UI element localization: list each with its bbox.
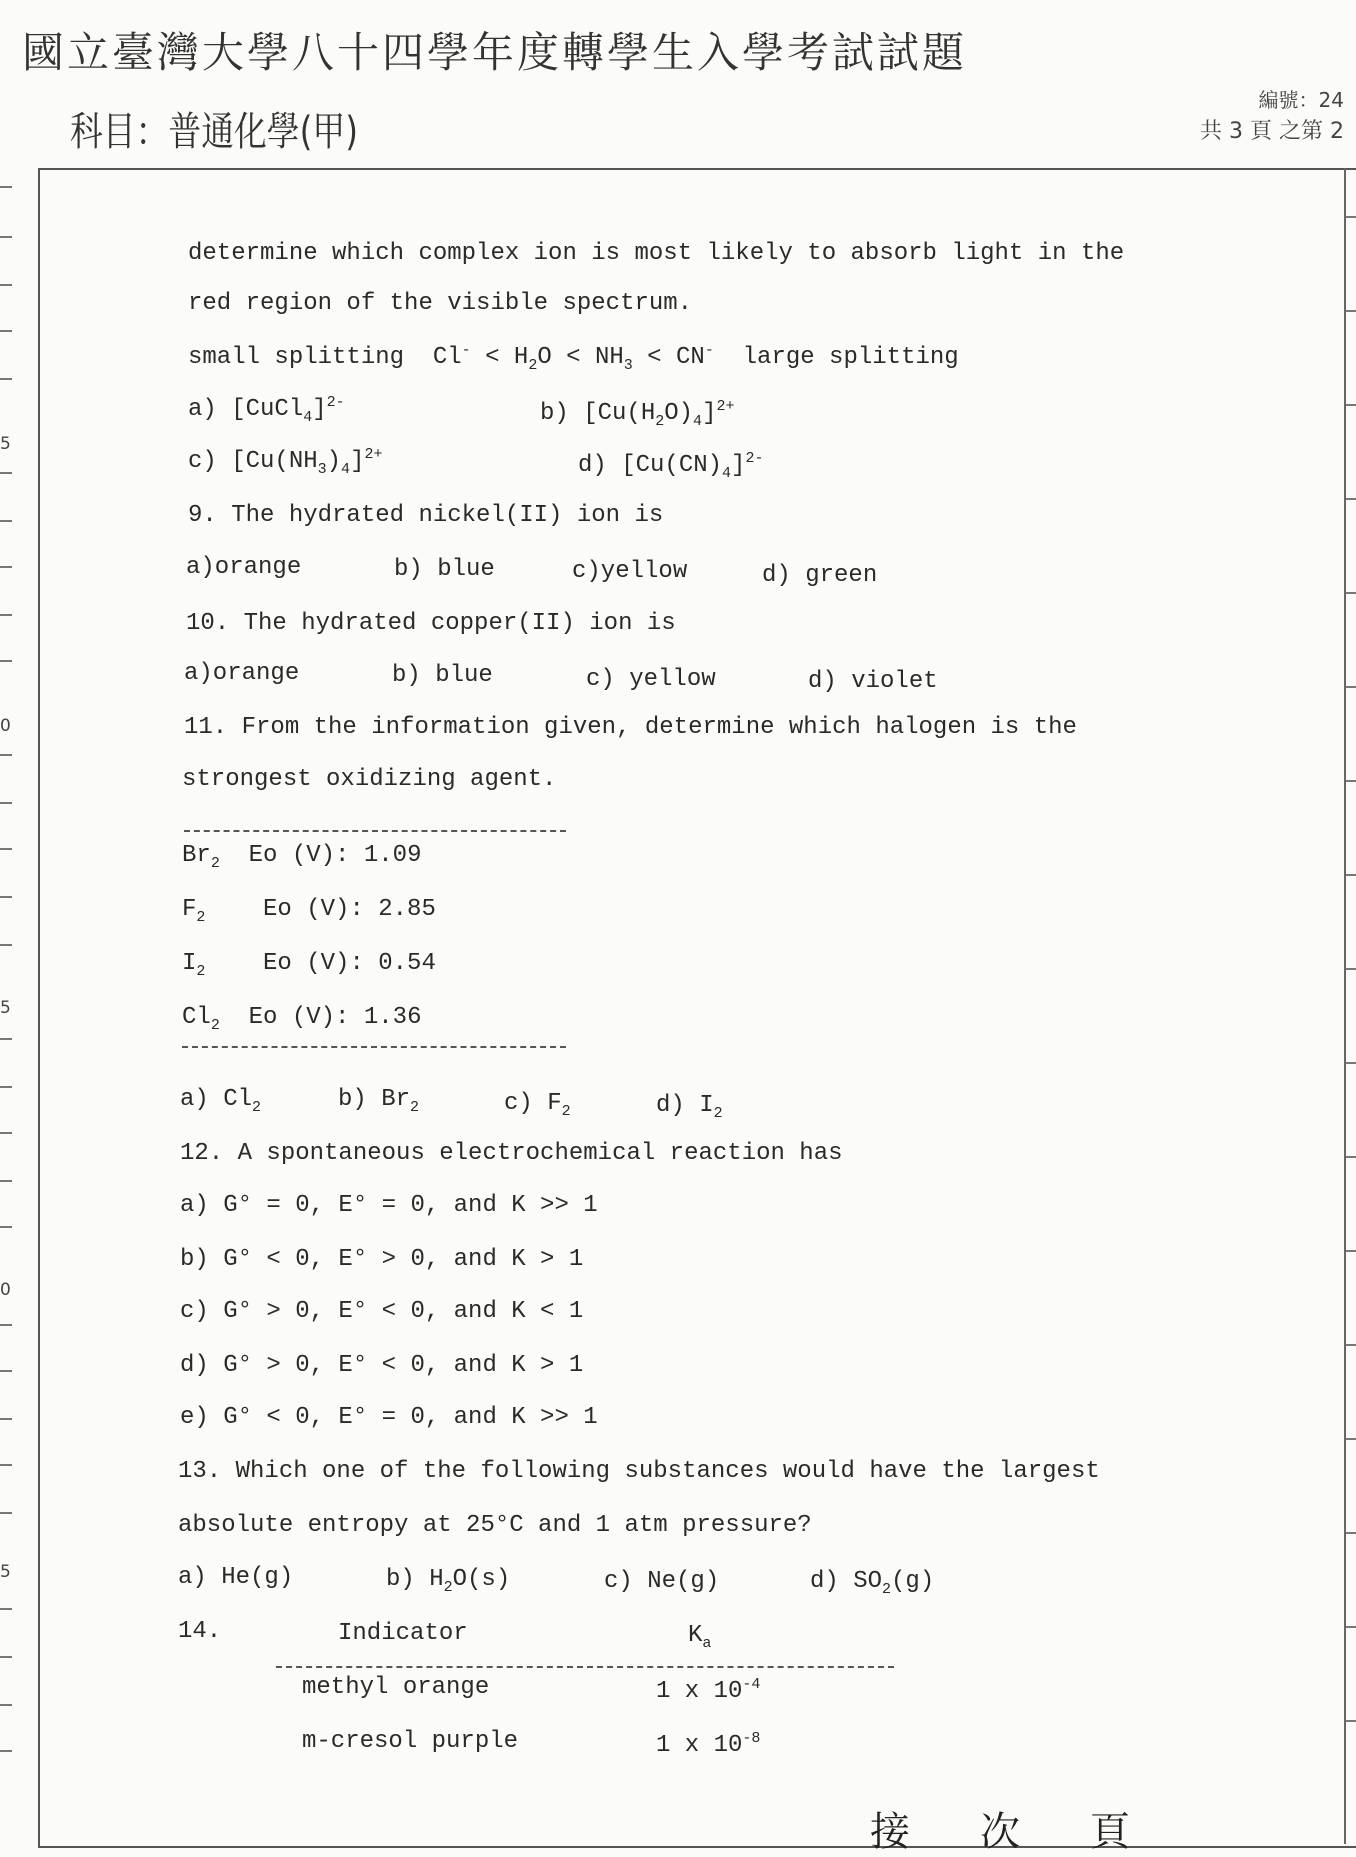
- q10-option-a: a)orange: [184, 660, 300, 687]
- q13-option-d: d) $SO_2(g)$: [810, 1568, 935, 1598]
- q14-col-ka: $K_a$: [688, 1622, 712, 1652]
- q9-option-c: c)yellow: [572, 558, 688, 585]
- q14-row-name: methyl orange: [302, 1674, 490, 1701]
- q10-stem: 10. The hydrated copper(II) ion is: [186, 610, 676, 637]
- q12-option-a: a) G° = 0, E° = 0, and K >> 1: [180, 1192, 598, 1219]
- q14-col-indicator: Indicator: [338, 1620, 468, 1647]
- q11-line-1: 11. From the information given, determine which halogen is the: [184, 714, 1077, 741]
- q11-option-d: d) $I_2$: [656, 1092, 723, 1122]
- page-indicator: 共 3 頁 之第 2: [1200, 119, 1344, 144]
- q9-option-b: b) blue: [394, 556, 495, 583]
- ruler-number: 0: [0, 716, 11, 736]
- q8-option-c: c) $[Cu(NH_3)_4]^{2+}$: [188, 446, 383, 478]
- q12-option-d: d) G° > 0, E° < 0, and K > 1: [180, 1352, 584, 1379]
- q8-option-b: b) $[Cu(H_2O)_4]^{2+}$: [540, 398, 735, 430]
- q8-line-2: red region of the visible spectrum.: [188, 290, 693, 317]
- continued-next-page: 接次頁: [870, 1809, 1200, 1855]
- q8-option-d: d) $[Cu(CN)_4]^{2-}$: [578, 450, 764, 482]
- q13-line-2: absolute entropy at 25°C and 1 atm pressure?: [178, 1512, 812, 1539]
- exam-code: 編號：24: [1258, 88, 1344, 112]
- q13-option-a: a) He(g): [178, 1564, 294, 1591]
- q11-line-2: strongest oxidizing agent.: [182, 766, 557, 793]
- q14-row-name: m-cresol purple: [302, 1728, 519, 1755]
- table-divider-bottom: [182, 1046, 566, 1048]
- q10-option-b: b) blue: [392, 662, 493, 689]
- ruler-number: 0: [0, 1280, 11, 1300]
- q13-line-1: 13. Which one of the following substances would have the largest: [178, 1458, 1100, 1485]
- q10-option-c: c) yellow: [586, 666, 716, 693]
- q8-line-1: determine which complex ion is most likely to absorb light in the: [188, 240, 1125, 267]
- q11-row-cl2: $Cl_2$ Eo (V): 1.36: [182, 1004, 422, 1034]
- q9-option-a: a)orange: [186, 554, 302, 581]
- q9-option-d: d) green: [762, 562, 878, 589]
- q11-row-br2: $Br_2$ Eo (V): 1.09: [182, 842, 422, 872]
- q9-stem: 9. The hydrated nickel(II) ion is: [188, 502, 664, 529]
- subject-title: 科目：普通化學(甲): [70, 109, 358, 155]
- q11-option-a: a) $Cl_2$: [180, 1086, 262, 1116]
- ruler-number: 5: [0, 1562, 11, 1582]
- q10-option-d: d) violet: [808, 668, 938, 695]
- ruler-number: 5: [0, 434, 11, 454]
- q12-option-e: e) G° < 0, E° = 0, and K >> 1: [180, 1404, 598, 1431]
- q14-divider: [276, 1666, 894, 1668]
- q12-option-b: b) G° < 0, E° > 0, and K > 1: [180, 1246, 584, 1273]
- q13-option-c: c) Ne(g): [604, 1568, 720, 1595]
- q13-option-b: b) $H_2O(s)$: [386, 1566, 511, 1596]
- exam-title: 國立臺灣大學八十四學年度轉學生入學考試試題: [22, 28, 968, 77]
- q11-row-f2: $F_2$ Eo (V): 2.85: [182, 896, 436, 926]
- q11-option-b: b) $Br_2$: [338, 1086, 420, 1116]
- q12-option-c: c) G° > 0, E° < 0, and K < 1: [180, 1298, 584, 1325]
- table-divider-top: [184, 830, 566, 832]
- q8-option-a: a) [CuCl$_4$]$^{2-}$: [188, 394, 345, 426]
- q11-option-c: c) $F_2$: [504, 1090, 571, 1120]
- q12-stem: 12. A spontaneous electrochemical reaction has: [180, 1140, 843, 1167]
- right-ruler: [1344, 168, 1346, 1844]
- q11-row-i2: $I_2$ Eo (V): 0.54: [182, 950, 436, 980]
- q14-number: 14.: [178, 1618, 222, 1645]
- q14-row-ka: 1 x $10^{-4}$: [656, 1676, 761, 1705]
- q14-row-ka: 1 x $10^{-8}$: [656, 1730, 761, 1759]
- ruler-number: 5: [0, 998, 11, 1018]
- q8-spectrochemical-series: small splitting $Cl^- < H_2O < NH_3 < CN^-$ large splitting: [188, 342, 959, 374]
